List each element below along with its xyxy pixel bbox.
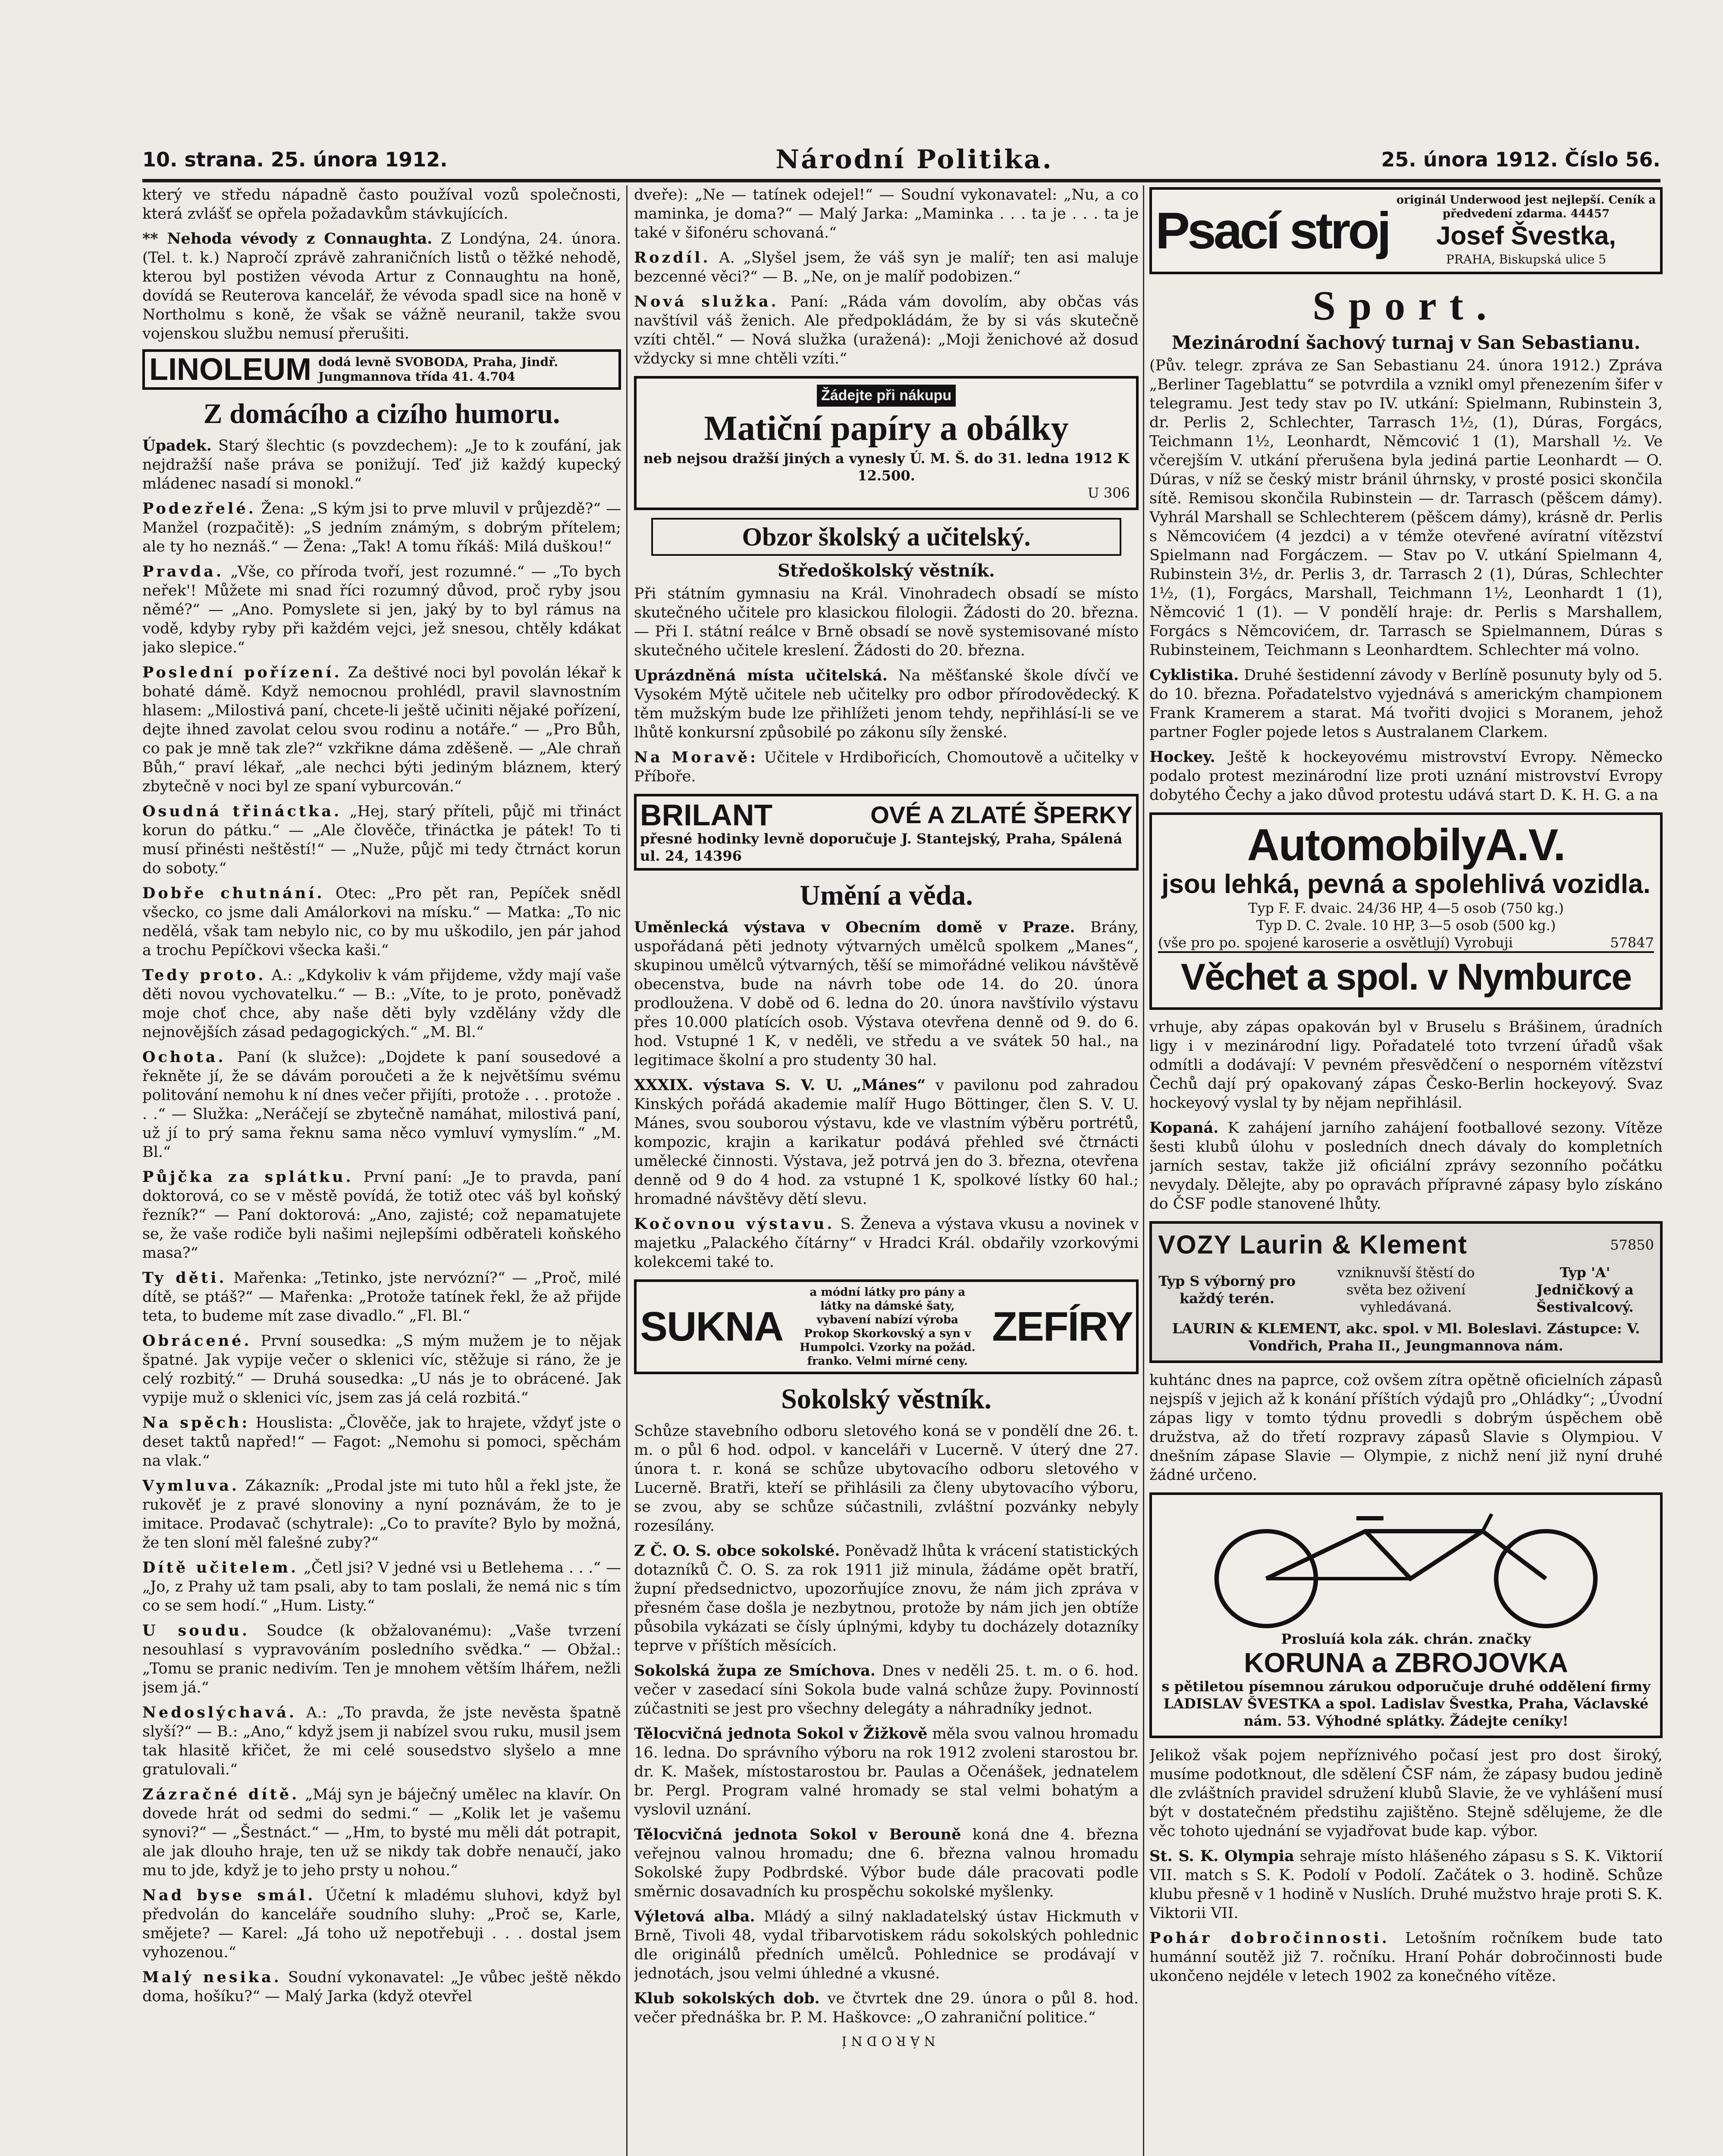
laurin-ad-right: Typ 'A' Jedničkový a Šestivalcový. [1536, 1264, 1634, 1315]
automobily-ad [1149, 812, 1663, 1010]
humor-item-16 [142, 1703, 621, 1779]
sokol-7-text: ve čtvrtek dne 29. února o půl 8. hod. večer přednáška br. P. M. Haškovce: „O zahraniční politice.“ [634, 1990, 1139, 2026]
humor-item-8-title: Ochota. [142, 1048, 226, 1066]
humor-item-17-title: Zázračné dítě. [142, 1786, 300, 1803]
linoleum-ad [142, 349, 621, 390]
hockey-text: Ještě k hockeyovému mistrovství Evropy. Německo podalo protest mezinárodní lize proti uznání mistrovství Evropy dobytého Čechy a jako důvod protestu udává start D. K. H. G. a na [1149, 749, 1663, 804]
sukna-ad-text: a módní látky pro pány a látky na dámské šaty, vybavení nabízí výroba Prokop Skorkovský a syn v Humpolci. Vzorky na požád. franko. Velmi mírné ceny. [800, 1286, 976, 1368]
pohar-title: Pohár dobročinnosti. [1149, 1929, 1390, 1947]
matice-ad-title: Matiční papíry a obálky [704, 408, 1069, 448]
humor-item-6-title: Dobře chutnání. [142, 884, 325, 902]
koruna-ad [1149, 1492, 1663, 1738]
skolsky-2-text: Na měšťanské škole dívčí ve Vysokém Mýtě učitele neb učitelky pro odbor přírodovědecký. K těm mužským bude lze přihlížeti jenom tehdy, nepřihlásí-li se ve lhůtě konkursní způsobilé po zákonu síly ženské. [634, 667, 1139, 741]
kopana-title: Kopaná. [1149, 1119, 1219, 1137]
humor-item-6-text: Otec: „Pro pět ran, Pepíček snědl všecko, co jsme dali Amálorkovi na mísku.“ — Matka: „To nic nedělá, však tam nebylo nic, co by mu uškodilo, jen pár jahod a trochu Pepíčkovi všecka kaši.“ [142, 885, 621, 959]
psaci-stroj-ad-address: PRAHA, Biskupská ulice 5 [1446, 252, 1607, 266]
koruna-ad-title: KORUNA a ZBROJOVKA [1244, 1647, 1568, 1678]
koruna-ad-intro: Prosluíá kola zák. chrán. značky [1281, 1631, 1531, 1647]
pohar [1149, 1929, 1663, 1986]
automobily-ad-maker: Věchet a spol. v Nymburce [1158, 951, 1654, 1001]
humor-item-10-text: Mařenka: „Tetinko, jste nervózní?“ — „Proč, milé dítě, se ptáš?“ — Mařenka: „Protože tatínek řekl, že až přijde teta, to budeme mít zase divadlo.“ „Fl. Bl.“ [142, 1269, 621, 1325]
sokol-5-title: Tělocvičná jednota Sokol v Berouně [634, 1826, 961, 1843]
humor-item-9 [142, 1168, 621, 1263]
sukna-ad [634, 1279, 1139, 1374]
umeni-2-text: v pavilonu pod zahradou Kinských pořádá akademie malíř Hugo Böttinger, člen S. V. U. Mánes, svou souborou výstavu, kde ve vlastním výběru portrétů, kompozic, krajin a karikatur podává přehled své čtrnácti umělecké činnosti. Výstava, jež potrvá jen do 3. března, otevřena denně od 9 do 4 hod. za vstupné 1 K, spolkové lístky 60 hal.; hromadné návštěvy dětí slevu. [634, 1077, 1139, 1208]
hockey [1149, 748, 1663, 805]
psaci-stroj-ad-title: Psací stroj [1155, 202, 1389, 260]
skolsky-3-text: Učitele v Hrdibořicích, Chomoutově a učitelky v Příboře. [634, 749, 1139, 785]
sukna-ad-left: SUKNA [640, 1304, 783, 1350]
humor-item-11-text: První sousedka: „S mým mužem je to nějak špatné. Jak vypije večer o sklenici víc, stěžuje si ráno, že je celý rozbitý.“ — Druhá sousedka: „U nás je to obrácené. Jak vypije muž o sklenici víc, jsem zas já celá rozbitá.“ [142, 1332, 621, 1407]
column-1 [142, 185, 621, 2156]
humor-item-2-text: Žena: „S kým jsi to prve mluvil v průjezdě?“ — Manžel (rozpačitě): „S jedním známým, s dobrým přítelem; ale ty ho neznáš.“ — Žena: „Tak! A tomu říkáš: Milá duškou!“ [142, 500, 621, 555]
skolsky-3-title: Na Moravě: [634, 749, 759, 766]
laurin-ad-code: 57850 [1610, 1236, 1654, 1253]
humor-item-16-title: Nedoslýchavá. [142, 1704, 297, 1721]
humor-item-5 [142, 802, 621, 878]
humor-item-18-text: Účetní k mladému sluhovi, když byl předvolán do kanceláře soudního sluhy: „Proč se, Karle, smějete? — Karel: „Já toho už nepotřebuji . . . dostal jsem vyhozenou.“ [142, 1887, 621, 1961]
humor-sluzka-title: Nová služka. [634, 293, 779, 310]
humor-item-18-title: Nad byse smál. [142, 1887, 316, 1904]
humor-item-1-title: Úpadek. [142, 437, 212, 454]
automobily-ad-title: AutomobilyA.V. [1247, 820, 1565, 870]
humor-item-12-title: Na spěch: [142, 1414, 250, 1432]
umeni-2 [634, 1076, 1139, 1209]
automobily-ad-note: (vše pro po. spojené karoserie a osvětlují) Vyrobuji [1158, 934, 1513, 951]
footer-mark: NÁRODNÍ [837, 2033, 935, 2048]
laurin-ad [1149, 1221, 1663, 1363]
umeni-2-title: XXXIX. výstava S. V. U. „Mánes“ [634, 1076, 926, 1094]
kopana-text: K zahájení jarního zahájení footballové sezony. Vítěze šesti klubů úlohu v posledních dnech dávaly do kompletních jarních sestav, takže již oficiální zprávy sezonního počátku nevydaly. Dělejte, aby po opravách přípravné zápasy bylo získáno do ČSF podle stanovené lhůty. [1149, 1119, 1663, 1213]
cyklistika-text: Druhé šestidenní závody v Berlíně posunuty byly od 5. do 10. března. Pořadatelstvo vyjednává s americkým championem Frank Kramerem a starat. Má tvořiti dvojici s Moranem, jehož partner Fogler pojede letos s Australanem Clarkem. [1149, 667, 1663, 741]
laurin-ad-left: Typ S výborný pro každý terén. [1158, 1273, 1296, 1307]
matice-ad-top: Žádejte při nákupu [817, 385, 956, 407]
psaci-stroj-ad-name: Josef Švestka, [1436, 221, 1616, 250]
sokol-3-title: Sokolská župa ze Smíchova. [634, 1662, 876, 1680]
laurin-ad-mid: vzniknuvší štěstí do světa bez oživení vyhledávaná. [1337, 1264, 1475, 1315]
humor-sluzka-text: Paní: „Ráda vám dovolím, aby občas vás navštívil váš ženich. Ale předpokládám, že by si vás skutečně vzíti chtěl.“ — Nová služka (uražená): „Moji ženichové až dosud vždycky si mne chtěli vzíti.“ [634, 293, 1139, 367]
section-title-sokol: Sokolský věstník. [781, 1383, 992, 1415]
header-left: 10. strana. 25. února 1912. [142, 148, 448, 171]
matice-ad [634, 376, 1139, 510]
humor-item-13-text: Zákazník: „Prodal jste mi tuto hůl a řekl jste, že rukověť je z pravé slonoviny a nyní poznávám, že to je imitace. Prodavač (schytrale): „Co to pravíte? Bylo by možná, že ten sloní měl falešné zuby?“ [142, 1477, 621, 1551]
laurin-ad-title: VOZY Laurin & Klement [1158, 1230, 1468, 1259]
kopana [1149, 1119, 1663, 1213]
skolsky-3 [634, 748, 1139, 786]
humor-item-9-text: První paní: „Je to pravda, paní doktorová, co se v městě povídá, že totiž otec váš byl koňský řezník?“ — Paní doktorová: „Ano, zajisté; což nepamatujete se, že vaše rodiče byli našimi nejlepšími odběrateli koňského masa?“ [142, 1169, 621, 1262]
header-right: 25. února 1912. Číslo 56. [1381, 148, 1660, 171]
bicycle-icon [1158, 1501, 1654, 1630]
skolsky-1-text: Při státním gymnasiu na Král. Vinohradech obsadí se místo skutečného učitele pro klasickou filologii. Žádosti do 20. března. — Při I. státní reálce v Brně obsadí se nově systemisované místo skutečného učitele kreslení. Žádosti do 20. března. [634, 585, 1139, 659]
bicycle-illustration [1158, 1501, 1654, 1630]
skolsky-2 [634, 666, 1139, 742]
brilanty-ad-subtitle: OVÉ A ZLATÉ ŠPERKY [870, 801, 1133, 828]
sokol-5 [634, 1825, 1139, 1901]
humor-item-10-title: Ty děti. [142, 1269, 227, 1287]
sokol-5-text: koná dne 4. března veřejnou valnou hromadu; dne 6. března valnou hromadu Sokolské župy Podbrdské. Výbor bude dále pracovati podle směrnic dosavadních ku prospěchu sokolské myšlenky. [634, 1826, 1139, 1900]
umeni-3-title: Kočovnou výstavu. [634, 1215, 835, 1233]
sokol-4 [634, 1724, 1139, 1819]
article-nehoda-title: ** Nehoda vévody z Connaughta. [142, 230, 433, 248]
humor-item-8 [142, 1048, 621, 1162]
automobily-ad-type2: Typ D. C. 2vale. 10 HP, 3—5 osob (500 kg.) [1256, 917, 1556, 934]
automobily-ad-subtitle: jsou lehká, pevná a spolehlivá vozidla. [1161, 869, 1651, 899]
skolsky-1-title: Středoškolský věstník. [778, 561, 995, 581]
sokol-2-text: Poněvadž lhůta k vrácení statistických dotazníků Č. O. S. za rok 1911 již minula, žádáme opět bratří, župní předsednictvo, upozorňujíce znovu, že nám jich zpráva v přesném čase došla je nezbytnou, protože by nám jich jen obtíže působila vykázati se čísly úplnými, kdyby tu docházely dotazníky teprve v příštích měsících. [634, 1542, 1139, 1655]
linoleum-ad-text: dodá levně SVOBODA, Praha, Jindř. Jungmannova třída 41. 4.704 [318, 355, 558, 384]
humor-rozdil-title: Rozdíl. [634, 249, 711, 266]
humor-sluzka [634, 292, 1139, 368]
humor-item-14-text: „Četl jsi? V jedné vsi u Betlehema . . .“ — „Jo, z Prahy už tam psali, aby to tam poslali, že nemá nic s tím co se sem hodí.“ „Hum. Listy.“ [142, 1559, 621, 1614]
intro-text: který ve středu nápadně často používal vozů společnosti, která zvlášť se opřela požadavkům stávkujících. [142, 186, 621, 222]
humor-item-19-title: Malý nesika. [142, 1968, 282, 1986]
olympia-text: sehraje místo hlášeného zápasu s S. K. Viktorií VII. match s S. K. Podolí v Podolí. Začátek o 3. hodině. Schůze klubu přesně v 1 hodině v Nuslích. Druhé mužstvo hraje proti S. K. Viktorii VII. [1149, 1848, 1663, 1922]
cyklistika [1149, 666, 1663, 742]
humor-item-3-text: „Vše, co příroda tvoří, jest rozumné.“ — „To bych neřek'! Můžete mi snad říci rozumný důvod, proč ryby jsou němé?“ — „Ano. Pomyslete si jen, jaký by to byl rámus na vodě, kdyby ryby při každém vejci, jež snesou, chtěly kdákat jako slepice.“ [142, 563, 621, 656]
page-header [142, 142, 1660, 177]
humor-rozdil [634, 248, 1139, 286]
humor-item-3 [142, 562, 621, 657]
humor-item-17 [142, 1785, 621, 1880]
section-title-humor: Z domácího a cizího humoru. [203, 398, 560, 429]
humor-item-13 [142, 1476, 621, 1552]
humor-item-5-text: „Hej, starý příteli, půjč mi třináct korun do pátku.“ — „Ale člověče, třináctka je pátek! To ti musí přinésti neštěstí!“ — „Nuže, půjč mi tedy čtrnáct korun do soboty.“ [142, 803, 621, 877]
psaci-stroj-ad-text: originál Underwood jest nejlepší. Ceník a předvedení zdarma. 44457 [1396, 194, 1656, 220]
humor-item-7-title: Tedy proto. [142, 966, 266, 984]
article-nehoda-text: Z Londýna, 24. února. (Tel. t. k.) Napročí zprávě zahraničních listů o těžké nehodě, kterou byl postižen vévoda Artur z Connaughtu na honě, dovídá se Reuterova kancelář, že vévoda spadl sice na honě v Northolmu s koně, že však se vážně neuranil, takže svou vojenskou službu nemusí přerušiti. [142, 230, 621, 342]
humor-item-19-text: Soudní vykonavatel: „Je vůbec ještě někdo doma, hošíku?“ — Malý Jarka (když otevřel [142, 1969, 621, 2005]
sokol-4-text: měla svou valnou hromadu 16. ledna. Do správního výboru na rok 1912 zvoleni starostou br. dr. K. Mašek, místostarostou br. Paulas a Očenášek, jednatelem br. Pergl. Program valné hromady se stal velmi bohatým a vyslovil uznání. [634, 1725, 1139, 1818]
automobily-ad-code: 57847 [1610, 934, 1654, 951]
sukna-ad-right: ZEFÍRY [992, 1304, 1133, 1350]
sokol-7 [634, 1989, 1139, 2027]
humor-item-1 [142, 436, 621, 493]
sokol-7-title: Klub sokolských dob. [634, 1990, 820, 2007]
sokol-6-title: Výletová alba. [634, 1908, 755, 1925]
umeni-1 [634, 918, 1139, 1070]
column-3 [1149, 185, 1663, 2156]
section-title-skolsky: Obzor školský a učitelský. [651, 518, 1121, 556]
humor-item-17-text: „Máj syn je báječný umělec na klavír. On dovede hrát od sedmi do sedmi.“ — „Kolik let je vašemu synovi?“ — „Šestnáct.“ — „Hm, to bysté mu měli dát potrapit, ale jak dlouho hraje, ten už se nikdy tak dobře nenaučí, jako mu to jde, když je to jeho prsty u nohou.“ [142, 1786, 621, 1879]
cyklistika-title: Cyklistika. [1149, 666, 1239, 684]
skolsky-2-title: Uprázdněná místa učitelská. [634, 667, 888, 684]
automobily-ad-type1: Typ F. F. dvaic. 24/36 HP, 4—5 osob (750 kg.) [1248, 900, 1564, 916]
humor-item-13-title: Vymluva. [142, 1477, 240, 1495]
laurin-ad-footer: LAURIN & KLEMENT, akc. spol. v Ml. Boleslavi. Zástupce: V. Vondřich, Praha II., Jeungmannova nám. [1172, 1320, 1640, 1354]
column-divider-2 [1143, 185, 1144, 2156]
pohar-text: Letošním ročníkem bude tato humánní soutěž již 7. ročníku. Hraní Pohár dobročinnosti bude ukončeno nejdéle v letech 1902 za konečného vítěze. [1149, 1930, 1663, 1985]
humor-item-4-title: Poslední pořízení. [142, 664, 342, 681]
psaci-stroj-ad [1149, 187, 1663, 274]
humor-item-9-title: Půjčka za splátku. [142, 1168, 354, 1186]
article-nehoda [142, 229, 621, 343]
humor-item-12-text: Houslista: „Člověče, jak to hrajete, vždyť jste o deset taktů napřed!“ — Fagot: „Nemohu si pomoci, spěchám na vlak.“ [142, 1414, 621, 1470]
sport-text-2: vrhuje, aby zápas opakován byl v Bruselu s Brášinem, úradních ligy i v mezinárodní ligy. Pořadatelé toto tvrzení úřadů však odmítli a dodávají: V pevném přesvědčení o nesporném vítězství Čechů dají prý opakovaný zápas Česko-Berlin hockeyový. Svaz hockeyový vyslal ty by nějam nepřihlásil. [1149, 1018, 1663, 1112]
matice-ad-code: U 306 [1087, 485, 1130, 501]
humor-item-5-title: Osudná třináctka. [142, 802, 342, 820]
brilanty-ad-text: přesné hodinky levně doporučuje J. Stantejský, Praha, Spálená ul. 24, 14396 [640, 830, 1123, 864]
umeni-3-text: S. Ženeva a výstava vkusu a novinek v majetku „Palackého čítárny“ v Hradci Král. obdařily vzorkovými kolekcemi také to. [634, 1216, 1139, 1271]
linoleum-ad-title: LINOLEUM [149, 352, 311, 387]
matice-ad-text: neb nejsou dražší jiných a vynesly Ú. M. Š. do 31. ledna 1912 K 12.500. [643, 450, 1130, 484]
humor-item-15-title: U soudu. [142, 1622, 250, 1639]
humor-item-16-text: A.: „To pravda, že jste nevěsta špatně slyší?“ — B.: „Ano,“ když jsem ji nabízel svou ruku, musil jsem tak hlasitě křičet, že mi celé sousedstvo slyšelo a mne gratulovali.“ [142, 1704, 621, 1778]
humor-item-15 [142, 1621, 621, 1697]
humor-item-7 [142, 966, 621, 1042]
humor-rozdil-text: A. „Slyšel jsem, že váš syn je malíř; ten asi maluje bezcenné věci?“ — B. „Ne, on je malíř podobizen.“ [634, 249, 1139, 285]
sokol-3-text: Dnes v neděli 25. t. m. o 6. hod. večer v zasedací síni Sokola bude valná schůze župy. Povinností zúčastniti se jest pro všechny delegáty a náhradníky jednot. [634, 1662, 1139, 1717]
sokol-4-title: Tělocvičná jednota Sokol v Žižkově [634, 1725, 928, 1742]
humor-item-8-text: Paní (k služce): „Dojdete k paní sousedové a řekněte jí, že se dávám poroučeti a že k největšímu svému politování nemohu k ní dnes večer přijíti, protože . . . protože . . .“ — Služka: „Neráčejí se zbytečně namáhat, milostivá paní, už jí to prý sama řeknu sama něco vymluví vymyslím.“ „M. Bl.“ [142, 1049, 621, 1161]
humor-item-4-text: Za deštivé noci byl povolán lékař k bohaté dámě. Když nemocnou prohlédl, pravil slavnostním hlasem: „Milostivá paní, chcete-li ještě učiniti nějaké pořízení, dejte ihned zavolat celou svou rodinu a notáře.“ — „Pro Bůh, co pak je mně tak zle?“ vzkřikne dáma zděšeně. — „Ale chraň Bůh,“ praví lékař, „ale nechci býti jediným bláznem, který zbytečně v noci byl ze spaní vyburcován.“ [142, 664, 621, 795]
section-title-umeni: Umění a věda. [800, 880, 973, 911]
sokol-6-text: Mládý a silný nakladatelský ústav Hickmuth v Brně, Tivoli 48, vydal třibarvotiskem rádu sokolských pohlednic dle originálů předních umělců. Pohlednice se prodávají v jednotách, jsou velmi úhledné a vkusné. [634, 1908, 1139, 1982]
turnaj-title: Mezinárodní šachový turnaj v San Sebastianu. [1171, 332, 1641, 353]
humor-item-4 [142, 663, 621, 796]
column-2 [634, 185, 1139, 2156]
humor-item-14-title: Dítě učitelem. [142, 1559, 299, 1576]
humor-item-3-title: Pravda. [142, 563, 224, 580]
humor-continued: dveře): „Ne — tatínek odejel!“ — Soudní vykonavatel: „Nu, a co maminka, je doma?“ — Malý Jarka: „Maminka . . . ta je . . . ta je také v šifonéru schovaná.“ [634, 186, 1139, 241]
masthead-title: Národní Politika. [775, 144, 1053, 175]
humor-item-15-text: Soudce (k obžalovanému): „Vaše tvrzení nesouhlasí s vypravováním posledního svědka.“ — Obžal.: „Tomu se pranic nedivím. Ten je mnohem větším lhářem, nežli jsem já.“ [142, 1622, 621, 1696]
humor-item-19 [142, 1968, 621, 2006]
turnaj-text: (Pův. telegr. zpráva ze San Sebastianu 24. února 1912.) Zpráva „Berliner Tageblattu“ se potvrdila a vznikl omyl přenezením šifer v telegramu. Jest tedy stav po IV. utkání: Spielmann, Rubinstein 3, dr. Perlis 2, Schlechter, Tarrasch 1½, (1), Dúras, Forgács, Teichmann 1½, Leonhardt, Němcović 1 (1), Marshall ½. Ve včerejším V. utkání přerušena byla jediná partie Leonhardt — O. Dúras, v níž se český mistr bránil úhrnsky, v prosté posici skončila sítě. Remisou skončila Rubinstein — dr. Tarrasch (pěšcem dámy). Vyhrál Marshall se Schlechterem (pěšcem dámy), krásně dr. Perlis s Němcovićem (4 jezdci) a v témže otevřené avíratní vítězství Spielmann nad Forgáczem. — Stav po V. utkání Spielmann 4, Rubinstein 3½, dr. Perlis 3, dr. Tarrasch 2 (1), Dúras, Schlechter 1½, (1), Forgács, Marshall, Teichmann 1½, Leonhardt 1 (1), Němcović 1 (1). — V pondělí hraje: dr. Perlis s Marshallem, Forgács s Němcovićem, dr. Tarrasch se Spielmannem, Dúras s Rubinsteinem, Teichmann s Leonhardtem. Schlechter má volno. [1149, 357, 1663, 659]
koruna-ad-text: s pětiletou písemnou zárukou odporučuje druhé oddělení firmy LADISLAV ŠVESTKA a spol. Ladislav Švestka, Praha, Václavské nám. 53. Výhodné splátky. Žádejte ceníky! [1161, 1678, 1651, 1729]
umeni-1-text: Brány, uspořádaná pěti jednoty výtvarných umělců spolkem „Manes“, skupinou umělců výtvarných, těší se mimořádné velikou návštěvě obecenstva, bude na návrh tobe ode 14. do 20. února prodloužena. V době od 6. ledna do 20. února navštívilo výstavu přes 10.000 platících osob. Výstava otevřena denně od 9. do 6. hod. Vstupné 1 K, v neděli, ve středu a ve svátek 50 hal., na legitimace školní a pro studenty 30 hal. [634, 919, 1139, 1069]
sport-text-3: kuhtánc dnes na paprce, což ovšem zítra opětně oficielních zápasů nejspíš v jejich až k konání příštích výdajů pro „Ohládky“; „Úvodní zápas ligy v tomto týdnu provedli s dobrým úspěchem obě družstva, až do třetí rozpravy zápasů Slavie s Olympiou. V dnešním zápase Slavie — Olympie, z nichž není již nyní druhé žádné určeno. [1149, 1372, 1663, 1484]
column-divider-1 [626, 185, 628, 2156]
olympia [1149, 1847, 1663, 1923]
olympia-title: St. S. K. Olympia [1149, 1847, 1294, 1865]
humor-item-10 [142, 1269, 621, 1326]
sport-text-4: Jelikož však pojem nepříznivého počasí jest pro dost široký, musíme podotknout, dle sdělení ČSF nám, že zápasy budou jedině dle zvláštních pravidel sdružení klubů Slavie, že ve vyhlášení musí být v dostatečném předstihu zajištěno. Stejně sdělujeme, že dle věc tohoto ujednání se vyjadřovat bude kap. výbor. [1149, 1747, 1663, 1840]
humor-item-11-title: Obrácené. [142, 1332, 252, 1350]
umeni-1-title: Uměnlecká výstava v Obecním domě v Praze. [634, 918, 1075, 936]
sokol-2-title: Z Č. O. S. obce sokolské. [634, 1542, 840, 1560]
sokol-3 [634, 1661, 1139, 1718]
humor-item-2 [142, 499, 621, 556]
sokol-2 [634, 1542, 1139, 1655]
humor-item-11 [142, 1332, 621, 1407]
humor-item-6 [142, 884, 621, 960]
umeni-3 [634, 1215, 1139, 1272]
humor-item-18 [142, 1886, 621, 1962]
humor-item-12 [142, 1413, 621, 1470]
sokol-6 [634, 1907, 1139, 1983]
section-title-sport: Sport. [1312, 282, 1500, 329]
humor-item-1-text: Starý šlechtic (s povzdechem): „Je to k zoufání, jak nejdražší naše práva se ponižují. Teď již každý kupecký mládenec nasadí si monokl.“ [142, 437, 621, 492]
brilanty-ad [634, 794, 1139, 871]
humor-item-14 [142, 1558, 621, 1615]
hockey-title: Hockey. [1149, 748, 1215, 766]
humor-item-7-text: A.: „Kdykoliv k vám přijdeme, vždy mají vaše děti novou vychovatelku.“ — B.: „Víte, to je proto, poněvadž moje choť chce, aby naše děti byly vzdělány vždy dle nejnovějších zásad pedagogických.“ „M. Bl.“ [142, 967, 621, 1041]
brilanty-ad-title: BRILANT [640, 798, 773, 832]
header-rule [142, 179, 1660, 182]
humor-item-2-title: Podezřelé. [142, 500, 256, 517]
sokol-1: Schůze stavebního odboru sletového koná se v pondělí dne 26. t. m. o půl 6 hod. odpol. v kanceláři v Lucerně. V úterý dne 27. února t. r. koná se schůze ubytovacího odboru sletového v Lucerně. Bratři, kteří se přihlásili za členy ubytovacího výboru, se zvou, aby se schůze súčastnili, zvláštní pozvánky nebyly rozesílány. [634, 1423, 1139, 1535]
